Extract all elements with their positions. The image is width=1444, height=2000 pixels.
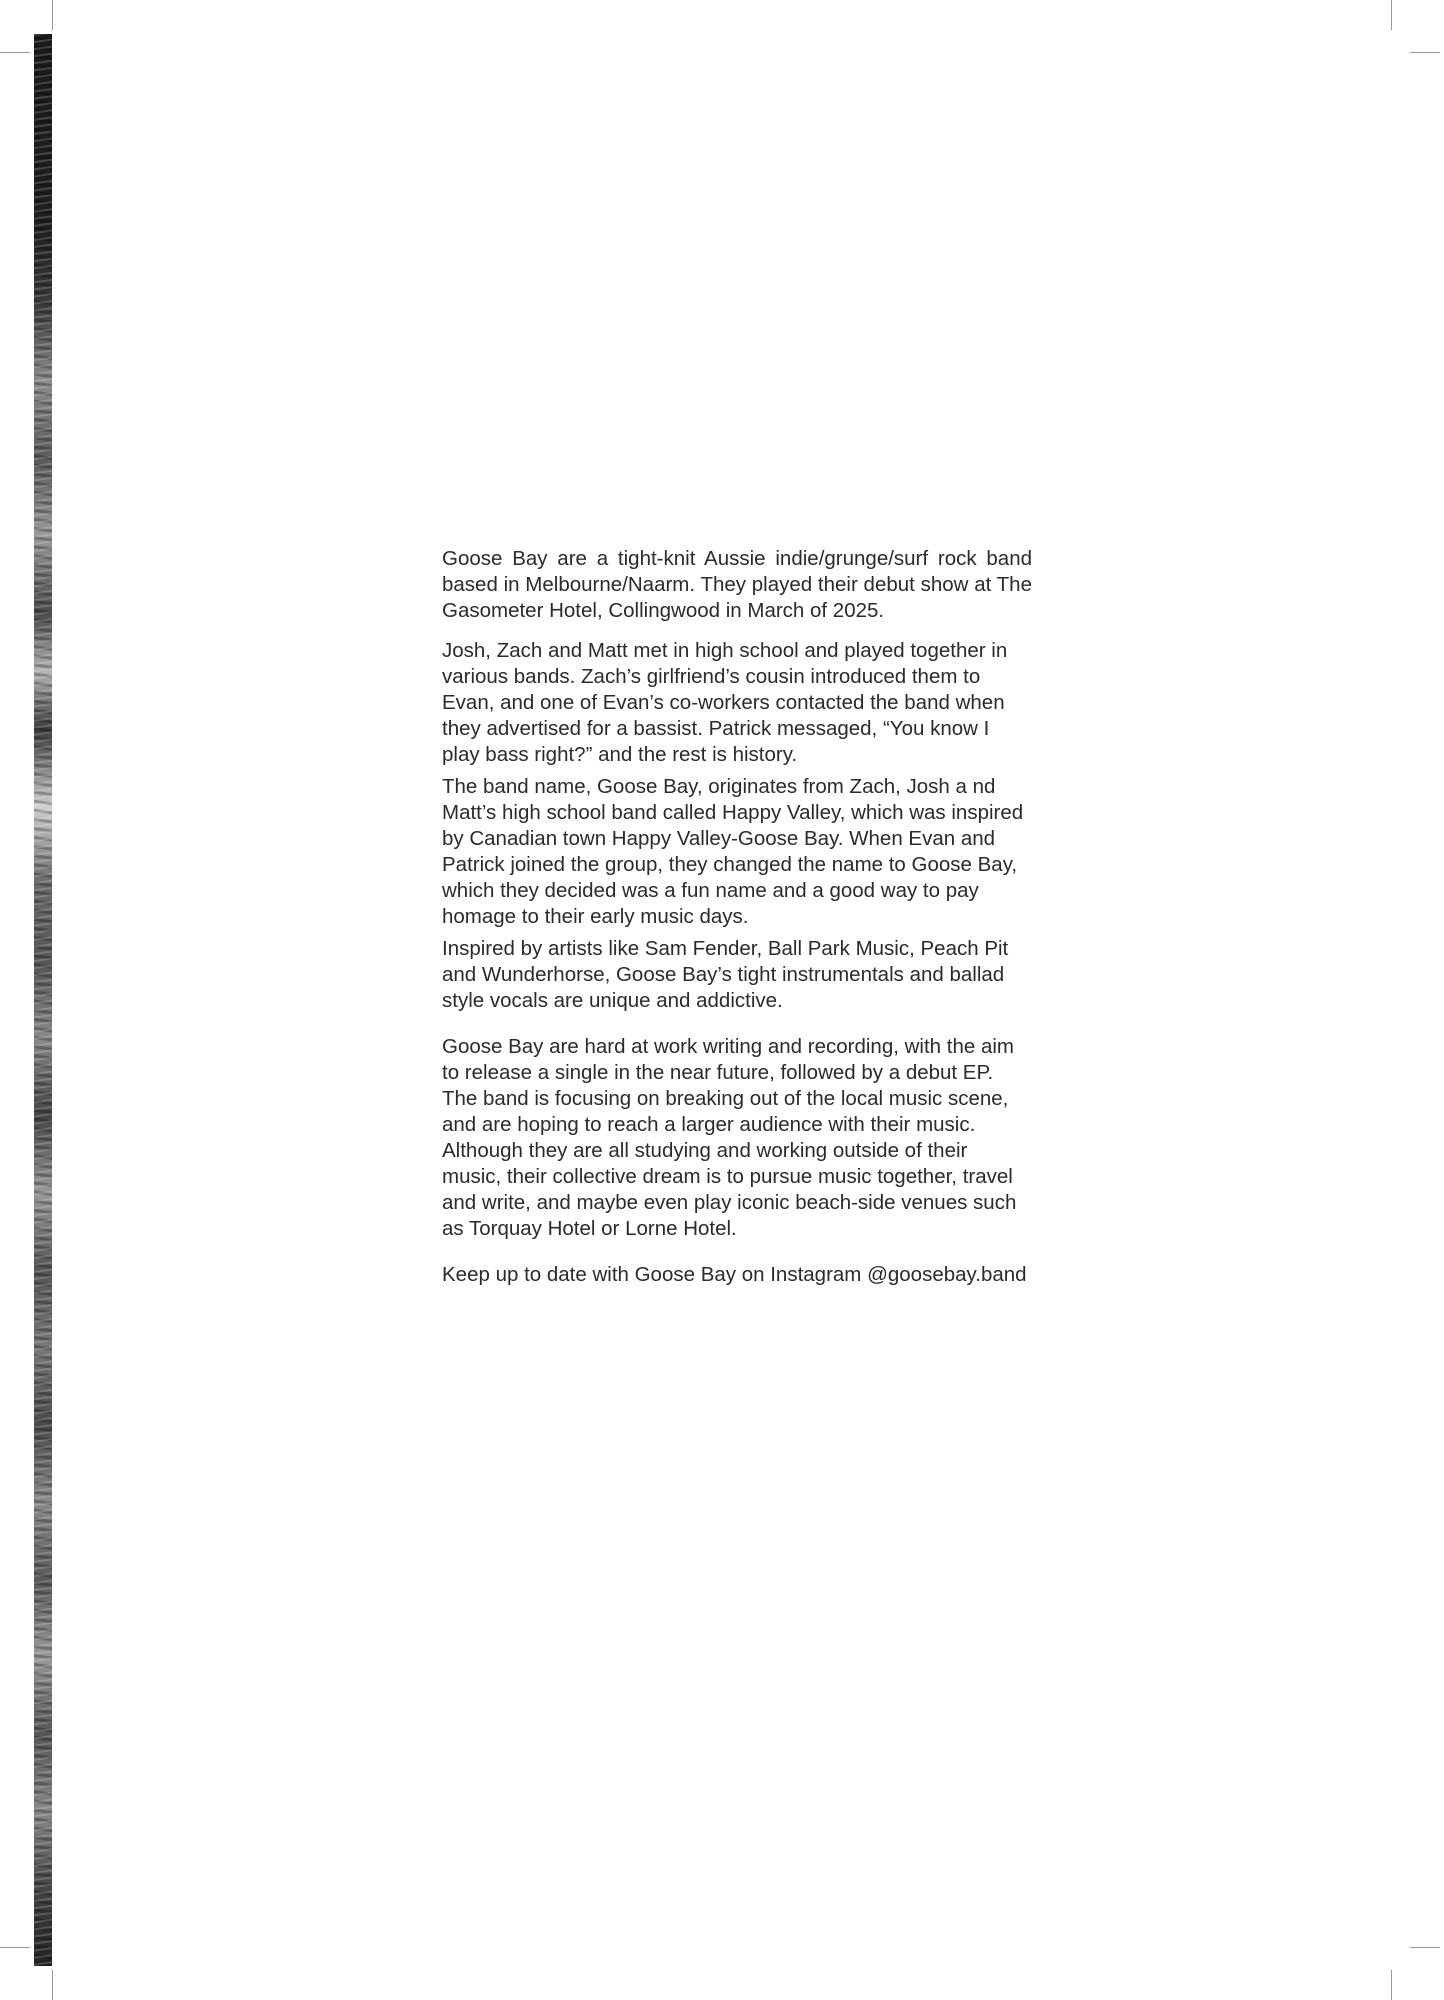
band-bio-article xyxy=(442,546,1032,1302)
crop-mark-top-left-h xyxy=(0,52,30,53)
crop-mark-bottom-right-v xyxy=(1391,1970,1392,2000)
crop-mark-bottom-left-h xyxy=(0,1947,30,1948)
paragraph-members: Josh, Zach and Matt met in high school and played together in various bands. Zach’s girlfriend’s cousin introduced them to Evan, and one of Evan’s co-workers contacted the band when they advertised for a bassist. Patrick messaged, “You know I play bass right?” and the rest is history. xyxy=(442,639,1008,766)
crop-mark-top-right-v xyxy=(1391,0,1392,30)
paragraph-influences: Inspired by artists like Sam Fender, Ball Park Music, Peach Pit and Wunderhorse, Goose Bay’s tight instrumentals and ballad style vocals are unique and addictive. xyxy=(442,937,1009,1012)
paragraph-band-name: The band name, Goose Bay, originates from Zach, Josh a nd Matt’s high school band called Happy Valley, which was inspired by Canadian town Happy Valley-Goose Bay. When Evan and Patrick joined the group, they changed the name to Goose Bay, which they decided was a fun name and a good way to pay homage to their early music days. xyxy=(442,775,1024,928)
crop-mark-top-left-v xyxy=(52,0,53,30)
crop-mark-bottom-left-v xyxy=(52,1970,53,2000)
paragraph-future-plans: Goose Bay are hard at work writing and recording, with the aim to release a single in the near future, followed by a debut EP. The band is focusing on breaking out of the local music scene, and are hoping to reach a larger audience with their music. Although they are all studying and working outside of their music, their collective dream is to pursue music together, travel and write, and maybe even play iconic beach-side venues such as Torquay Hotel or Lorne Hotel. xyxy=(442,1035,1017,1240)
paragraph-intro: Goose Bay are a tight-knit Aussie indie/grunge/surf rock band based in Melbourne/Naarm. They played their debut show at The Gasometer Hotel, Collingwood in March of 2025. xyxy=(442,547,1032,622)
paragraph-instagram: Keep up to date with Goose Bay on Instagram @goosebay.band xyxy=(442,1263,1027,1286)
crop-mark-bottom-right-h xyxy=(1410,1947,1440,1948)
band-photo-strip xyxy=(34,34,52,1966)
crop-mark-top-right-h xyxy=(1410,52,1440,53)
